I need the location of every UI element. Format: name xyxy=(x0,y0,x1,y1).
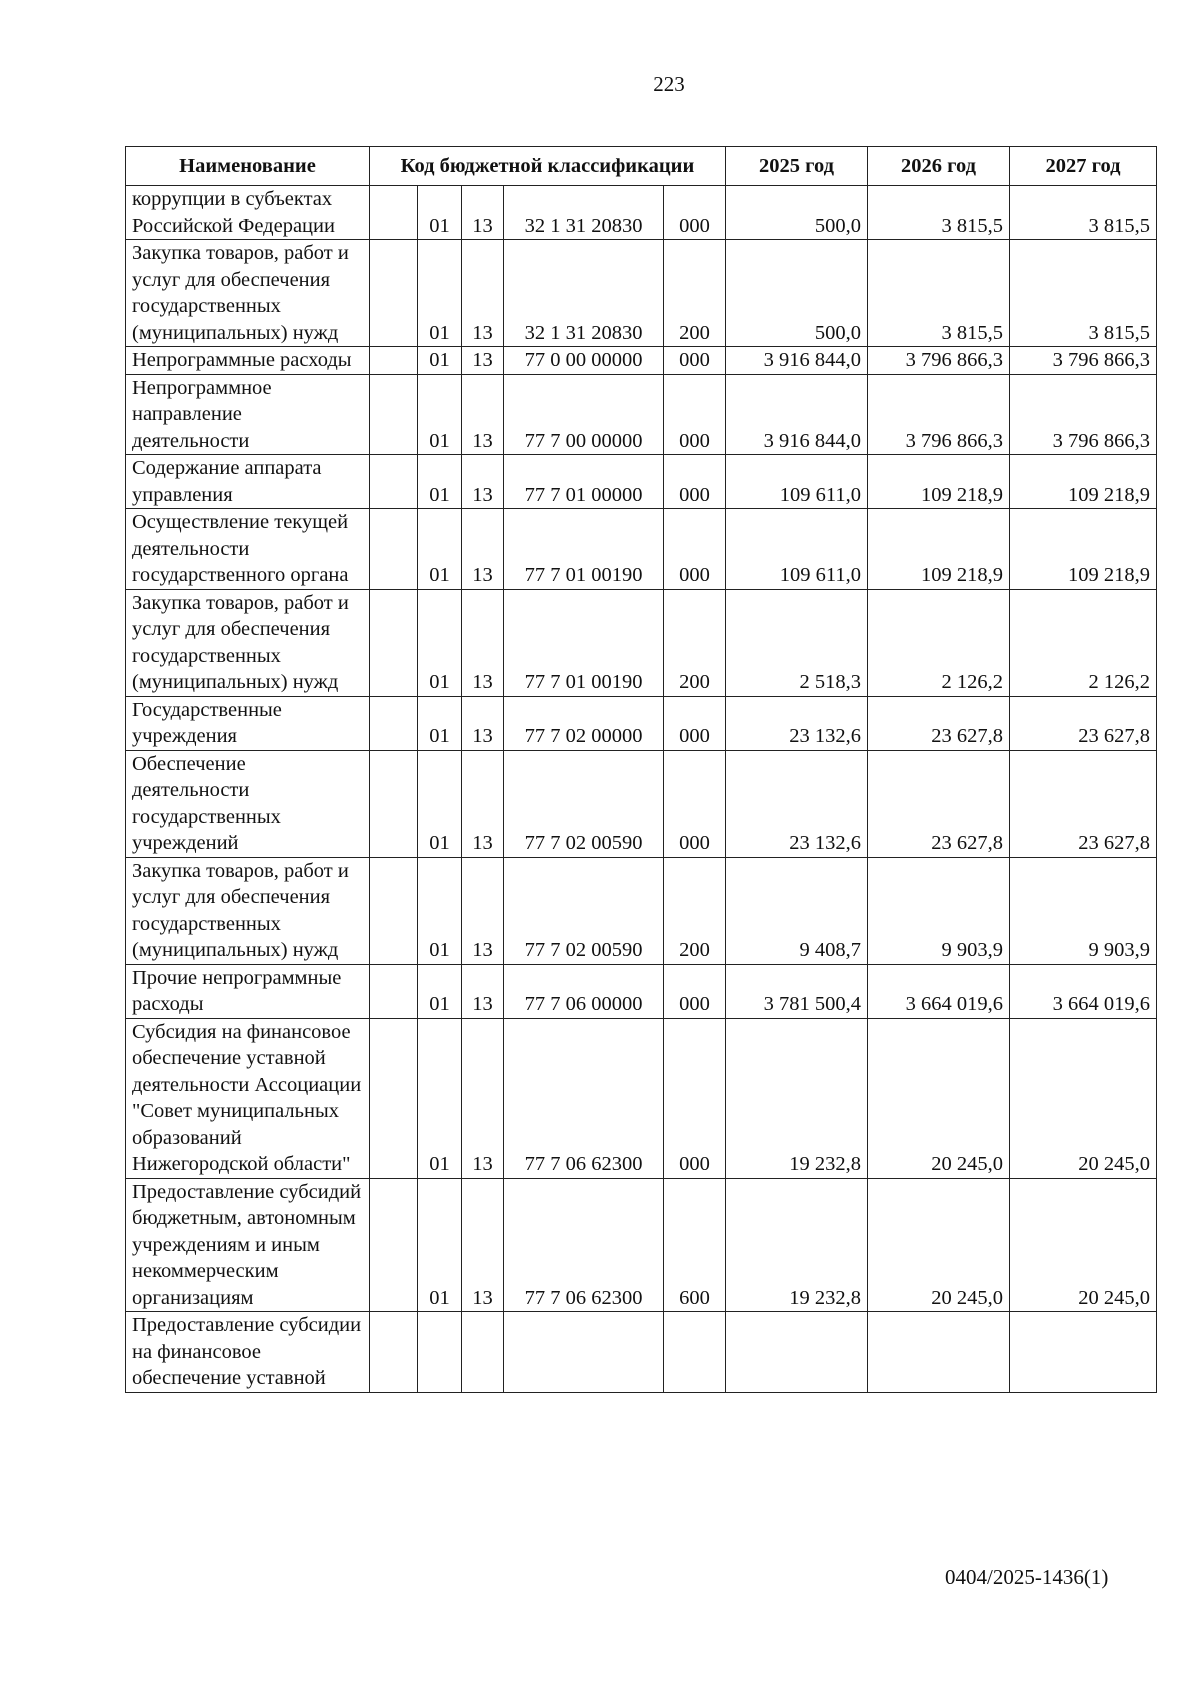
row-target-article: 77 7 00 00000 xyxy=(504,374,664,455)
row-value-2025: 109 611,0 xyxy=(726,455,868,509)
table-row xyxy=(126,696,1157,750)
row-value-2026: 3 796 866,3 xyxy=(868,347,1010,375)
row-section: 01 xyxy=(418,509,462,590)
row-target-article: 77 7 06 00000 xyxy=(504,964,664,1018)
row-gz xyxy=(370,186,418,240)
table-row xyxy=(126,1018,1157,1178)
row-section: 01 xyxy=(418,374,462,455)
row-expense-type xyxy=(664,1312,726,1393)
row-value-2025: 500,0 xyxy=(726,186,868,240)
row-section: 01 xyxy=(418,857,462,964)
row-target-article: 77 7 02 00590 xyxy=(504,750,664,857)
row-gz xyxy=(370,347,418,375)
row-value-2025: 3 916 844,0 xyxy=(726,374,868,455)
row-subsection: 13 xyxy=(462,696,504,750)
row-gz xyxy=(370,240,418,347)
row-value-2026: 23 627,8 xyxy=(868,696,1010,750)
row-expense-type: 000 xyxy=(664,509,726,590)
page-number: 223 xyxy=(653,72,685,96)
row-gz xyxy=(370,1178,418,1312)
row-gz xyxy=(370,455,418,509)
row-target-article: 77 7 01 00190 xyxy=(504,589,664,696)
row-name: Закупка товаров, работ и услуг для обеспечения государственных (муниципальных) нужд xyxy=(126,589,370,696)
row-value-2026: 9 903,9 xyxy=(868,857,1010,964)
row-target-article: 77 7 06 62300 xyxy=(504,1178,664,1312)
row-target-article: 77 7 01 00190 xyxy=(504,509,664,590)
row-value-2025 xyxy=(726,1312,868,1393)
document-code: 0404/2025-1436(1) xyxy=(945,1565,1109,1589)
row-value-2025: 3 916 844,0 xyxy=(726,347,868,375)
row-name: коррупции в субъектах Российской Федерации xyxy=(126,186,370,240)
header-code: Код бюджетной классификации xyxy=(370,147,726,186)
row-subsection: 13 xyxy=(462,857,504,964)
row-value-2025: 3 781 500,4 xyxy=(726,964,868,1018)
row-expense-type: 600 xyxy=(664,1178,726,1312)
row-subsection: 13 xyxy=(462,964,504,1018)
row-name: Содержание аппарата управления xyxy=(126,455,370,509)
row-value-2027: 2 126,2 xyxy=(1010,589,1157,696)
row-subsection: 13 xyxy=(462,750,504,857)
row-subsection: 13 xyxy=(462,240,504,347)
row-value-2025: 23 132,6 xyxy=(726,696,868,750)
table-header-row xyxy=(126,147,1157,186)
row-name: Предоставление субсидий бюджетным, автономным учреждениям и иным некоммерческим организациям xyxy=(126,1178,370,1312)
table-row xyxy=(126,509,1157,590)
row-expense-type: 000 xyxy=(664,186,726,240)
row-subsection: 13 xyxy=(462,509,504,590)
row-gz xyxy=(370,696,418,750)
row-expense-type: 000 xyxy=(664,750,726,857)
table-row xyxy=(126,857,1157,964)
header-2027: 2027 год xyxy=(1010,147,1157,186)
row-value-2025: 19 232,8 xyxy=(726,1178,868,1312)
table-row xyxy=(126,347,1157,375)
row-subsection: 13 xyxy=(462,1178,504,1312)
row-value-2027: 3 815,5 xyxy=(1010,186,1157,240)
row-section: 01 xyxy=(418,240,462,347)
row-expense-type: 000 xyxy=(664,374,726,455)
row-expense-type: 000 xyxy=(664,696,726,750)
row-expense-type: 000 xyxy=(664,1018,726,1178)
row-section: 01 xyxy=(418,750,462,857)
header-name: Наименование xyxy=(126,147,370,186)
table-row xyxy=(126,1178,1157,1312)
header-2026: 2026 год xyxy=(868,147,1010,186)
budget-table xyxy=(125,146,1157,1393)
row-target-article: 32 1 31 20830 xyxy=(504,186,664,240)
row-value-2026: 20 245,0 xyxy=(868,1018,1010,1178)
row-value-2026: 109 218,9 xyxy=(868,509,1010,590)
row-value-2027: 20 245,0 xyxy=(1010,1178,1157,1312)
row-section: 01 xyxy=(418,1018,462,1178)
row-target-article: 77 0 00 00000 xyxy=(504,347,664,375)
row-section: 01 xyxy=(418,589,462,696)
row-value-2027: 23 627,8 xyxy=(1010,750,1157,857)
row-value-2027: 3 796 866,3 xyxy=(1010,347,1157,375)
table-row xyxy=(126,1312,1157,1393)
row-subsection: 13 xyxy=(462,374,504,455)
row-subsection: 13 xyxy=(462,1018,504,1178)
row-value-2026: 2 126,2 xyxy=(868,589,1010,696)
row-value-2025: 2 518,3 xyxy=(726,589,868,696)
table-row xyxy=(126,455,1157,509)
row-gz xyxy=(370,374,418,455)
row-value-2026: 3 815,5 xyxy=(868,186,1010,240)
row-gz xyxy=(370,1312,418,1393)
row-value-2026: 109 218,9 xyxy=(868,455,1010,509)
row-value-2026: 20 245,0 xyxy=(868,1178,1010,1312)
table-row xyxy=(126,964,1157,1018)
row-name: Субсидия на финансовое обеспечение уставной деятельности Ассоциации "Совет муниципальных образований Нижегородской области" xyxy=(126,1018,370,1178)
row-value-2027: 23 627,8 xyxy=(1010,696,1157,750)
row-expense-type: 000 xyxy=(664,347,726,375)
header-2025: 2025 год xyxy=(726,147,868,186)
row-value-2027: 3 664 019,6 xyxy=(1010,964,1157,1018)
row-subsection: 13 xyxy=(462,347,504,375)
row-value-2027: 109 218,9 xyxy=(1010,455,1157,509)
row-section: 01 xyxy=(418,186,462,240)
row-expense-type: 200 xyxy=(664,240,726,347)
row-value-2026 xyxy=(868,1312,1010,1393)
row-value-2026: 3 796 866,3 xyxy=(868,374,1010,455)
row-value-2025: 500,0 xyxy=(726,240,868,347)
row-value-2026: 23 627,8 xyxy=(868,750,1010,857)
row-value-2027: 20 245,0 xyxy=(1010,1018,1157,1178)
row-expense-type: 200 xyxy=(664,857,726,964)
row-name: Государственные учреждения xyxy=(126,696,370,750)
row-gz xyxy=(370,857,418,964)
row-target-article: 77 7 01 00000 xyxy=(504,455,664,509)
table-row xyxy=(126,240,1157,347)
row-expense-type: 200 xyxy=(664,589,726,696)
row-value-2027: 3 796 866,3 xyxy=(1010,374,1157,455)
row-subsection: 13 xyxy=(462,186,504,240)
row-name: Осуществление текущей деятельности государственного органа xyxy=(126,509,370,590)
row-subsection xyxy=(462,1312,504,1393)
table-row xyxy=(126,750,1157,857)
row-name: Закупка товаров, работ и услуг для обеспечения государственных (муниципальных) нужд xyxy=(126,240,370,347)
row-expense-type: 000 xyxy=(664,455,726,509)
table-row xyxy=(126,186,1157,240)
row-section: 01 xyxy=(418,696,462,750)
row-subsection: 13 xyxy=(462,589,504,696)
row-gz xyxy=(370,750,418,857)
row-target-article: 32 1 31 20830 xyxy=(504,240,664,347)
row-value-2025: 109 611,0 xyxy=(726,509,868,590)
row-name: Предоставление субсидии на финансовое обеспечение уставной xyxy=(126,1312,370,1393)
row-name: Непрограммное направление деятельности xyxy=(126,374,370,455)
row-section: 01 xyxy=(418,1178,462,1312)
row-value-2027: 9 903,9 xyxy=(1010,857,1157,964)
row-value-2026: 3 664 019,6 xyxy=(868,964,1010,1018)
row-gz xyxy=(370,1018,418,1178)
row-section xyxy=(418,1312,462,1393)
row-value-2025: 23 132,6 xyxy=(726,750,868,857)
row-target-article: 77 7 06 62300 xyxy=(504,1018,664,1178)
row-value-2027: 109 218,9 xyxy=(1010,509,1157,590)
row-section: 01 xyxy=(418,964,462,1018)
row-target-article xyxy=(504,1312,664,1393)
row-gz xyxy=(370,964,418,1018)
row-value-2025: 9 408,7 xyxy=(726,857,868,964)
row-value-2025: 19 232,8 xyxy=(726,1018,868,1178)
row-name: Прочие непрограммные расходы xyxy=(126,964,370,1018)
row-target-article: 77 7 02 00590 xyxy=(504,857,664,964)
table-row xyxy=(126,374,1157,455)
row-name: Непрограммные расходы xyxy=(126,347,370,375)
row-name: Обеспечение деятельности государственных учреждений xyxy=(126,750,370,857)
row-section: 01 xyxy=(418,455,462,509)
row-value-2026: 3 815,5 xyxy=(868,240,1010,347)
row-value-2027: 3 815,5 xyxy=(1010,240,1157,347)
row-value-2027 xyxy=(1010,1312,1157,1393)
table-row xyxy=(126,589,1157,696)
row-name: Закупка товаров, работ и услуг для обеспечения государственных (муниципальных) нужд xyxy=(126,857,370,964)
row-section: 01 xyxy=(418,347,462,375)
row-expense-type: 000 xyxy=(664,964,726,1018)
row-gz xyxy=(370,589,418,696)
row-target-article: 77 7 02 00000 xyxy=(504,696,664,750)
row-gz xyxy=(370,509,418,590)
row-subsection: 13 xyxy=(462,455,504,509)
